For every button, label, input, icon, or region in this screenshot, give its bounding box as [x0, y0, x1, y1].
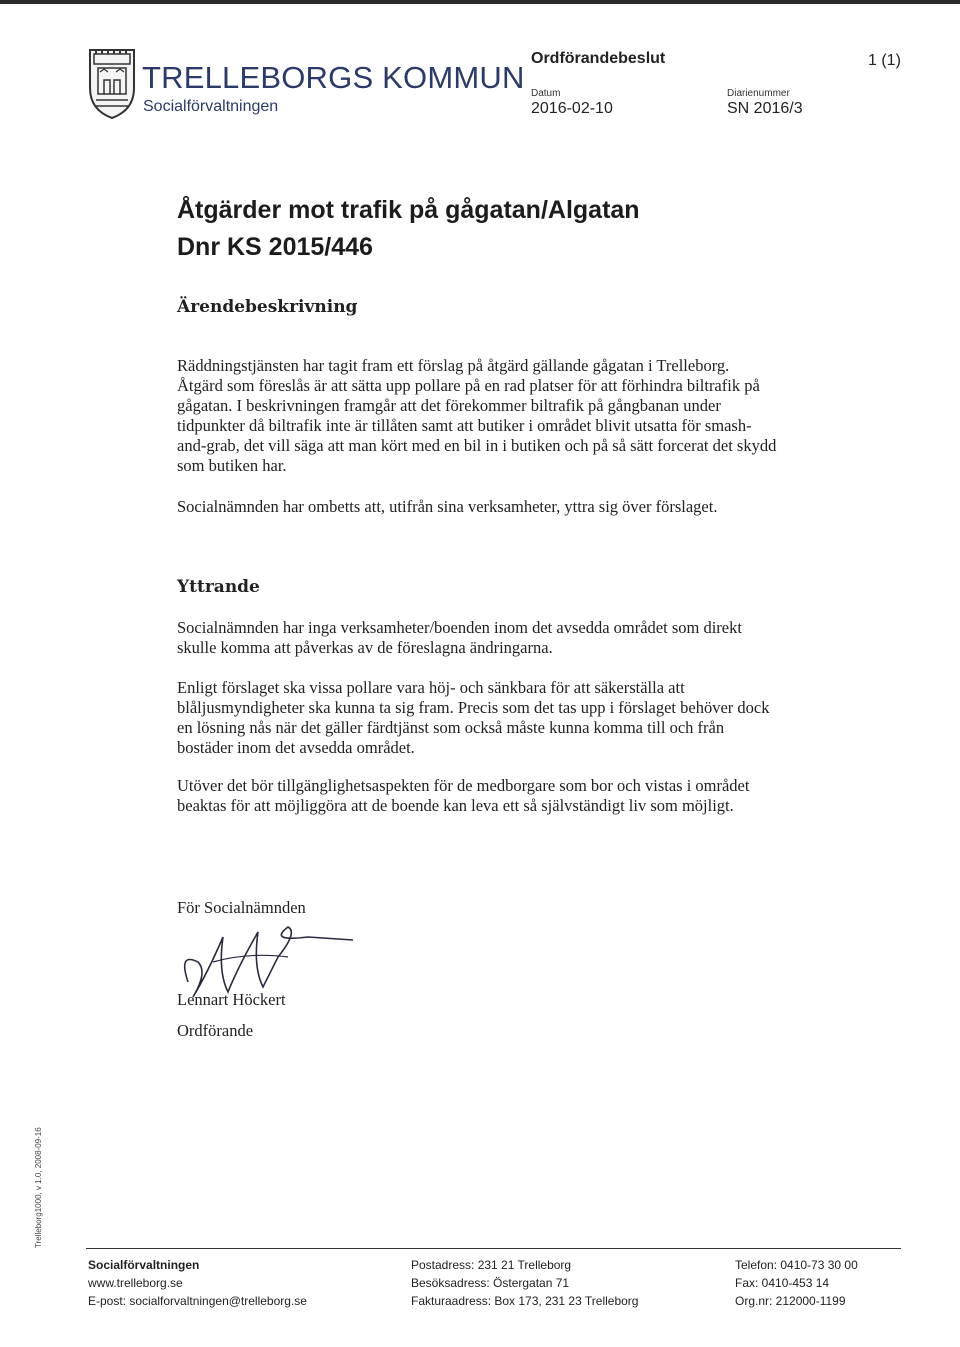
registration-value: SN 2016/3: [727, 100, 803, 117]
paragraph-statement-1: Socialnämnden har inga verksamheter/boenden inom det avsedda området som direkt skulle komma att påverkas av de föreslagna ändringarna.: [177, 618, 742, 657]
footer-divider: [86, 1248, 901, 1249]
organization-name: TRELLEBORGS KOMMUN: [142, 60, 525, 95]
organization-unit: Socialförvaltningen: [143, 98, 279, 115]
coat-of-arms-logo: [86, 48, 138, 120]
section-heading-description: Ärendebeskrivning: [177, 297, 358, 317]
footer-contact-column: [88, 1256, 307, 1310]
paragraph-description-1: Räddningstjänsten har tagit fram ett förslag på åtgärd gällande gågatan i Trelleborg. Åtgärd som föreslås är att sätta upp pollare på en rad platser för att förhindra biltrafik på gågatan. I beskrivningen framgår att det förekommer biltrafik på gångbanan under tidpunkter då biltrafik inte är tillåten samt att butiker i området blivit utsatta för smash-and-grab, det vill säga att man kört med en bil in i butiken och på så sätt forcerat det skydd som butiken har.: [177, 356, 777, 475]
form-version-text: Trelleborg1000, v 1.0, 2008-09-16: [34, 1127, 43, 1248]
footer-postal-address: Postadress: 231 21 Trelleborg: [411, 1258, 572, 1272]
paragraph-description-2: Socialnämnden har ombetts att, utifrån sina verksamheter, yttra sig över förslaget.: [177, 497, 718, 516]
document-type: Ordförandebeslut: [531, 50, 666, 67]
footer-visiting-address: Besöksadress: Östergatan 71: [411, 1276, 570, 1290]
registration-label: Diarienummer: [727, 88, 790, 99]
footer-invoice-address: Fakturaadress: Box 173, 231 23 Trelleborg: [411, 1294, 639, 1308]
footer-fax: Fax: 0410-453 14: [735, 1276, 830, 1290]
paragraph-statement-2: Enligt förslaget ska vissa pollare vara höj- och sänkbara för att säkerställa att blåljusmyndigheter ska kunna ta sig fram. Precis som det tas upp i förslaget behöver dock en lösning nås när det gäller färdtjänst som också måste kunna komma till och från bostäder inom det avsedda området.: [177, 678, 770, 757]
footer-phone-column: [735, 1256, 858, 1310]
page-number: 1 (1): [868, 52, 901, 69]
section-heading-statement: Yttrande: [177, 577, 260, 597]
signatory-name: Lennart Höckert: [177, 990, 286, 1009]
footer-department: Socialförvaltningen: [88, 1258, 200, 1272]
top-border-line: [0, 0, 960, 4]
title-line-1: Åtgärder mot trafik på gågatan/Algatan: [177, 196, 640, 224]
footer-phone: Telefon: 0410-73 30 00: [735, 1258, 858, 1272]
footer-org-number: Org.nr: 212000-1199: [735, 1294, 846, 1308]
footer-email[interactable]: E-post: socialforvaltningen@trelleborg.se: [88, 1294, 307, 1308]
signatory-role: Ordförande: [177, 1021, 254, 1040]
paragraph-statement-3: Utöver det bör tillgänglighetsaspekten för de medborgare som bor och vistas i området beaktas för att möjliggöra att de boende kan leva ett så självständigt liv som möjligt.: [177, 776, 750, 815]
signature-on-behalf: För Socialnämnden: [177, 898, 306, 917]
date-label: Datum: [531, 88, 561, 99]
document-title: [177, 192, 640, 266]
footer-website[interactable]: www.trelleborg.se: [88, 1276, 183, 1290]
title-line-2: Dnr KS 2015/446: [177, 233, 373, 261]
date-value: 2016-02-10: [531, 100, 613, 117]
footer-address-column: [411, 1256, 638, 1310]
